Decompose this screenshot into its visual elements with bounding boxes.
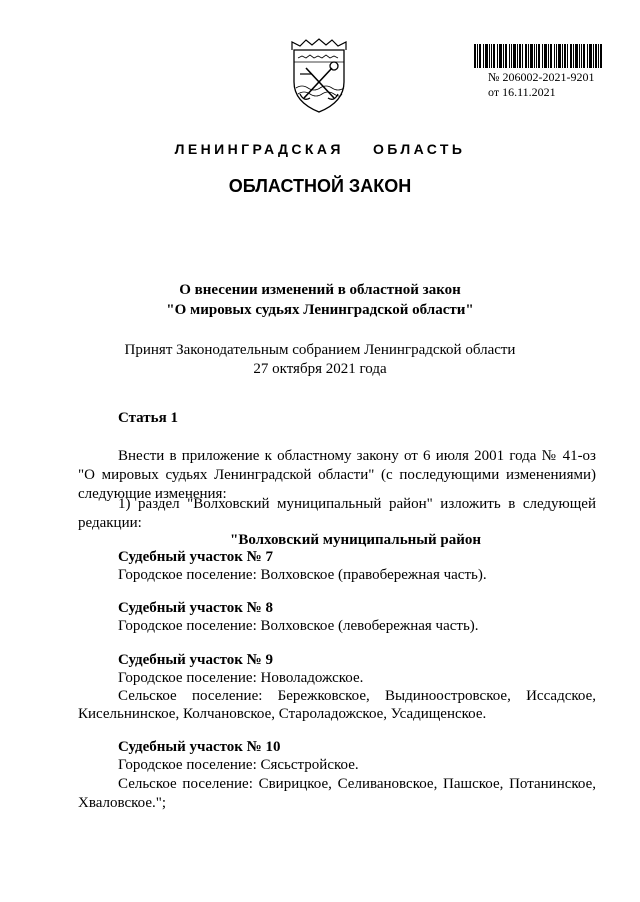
law-subject-line-1: О внесении изменений в областной закон <box>179 282 461 298</box>
section-10-line-1: Городское поселение: Сясьстройское. <box>118 757 359 773</box>
adoption-line-1: Принят Законодательным собранием Ленинградской области <box>124 342 516 358</box>
section-9-line-1: Городское поселение: Новоладожское. <box>118 670 364 686</box>
section-9-line-3: Кисельнинское, Колчановское, Староладожское, Усадищенское. <box>78 706 487 722</box>
law-subject-line-2: "О мировых судьях Ленинградской области" <box>166 302 474 318</box>
section-9-line-2: Сельское поселение: Бережковское, Выдиноостровское, Иссадское, <box>118 688 596 704</box>
barcode-image <box>474 44 602 68</box>
section-7-line-1: Городское поселение: Волховское (правобережная часть). <box>118 567 487 583</box>
section-8-heading: Судебный участок № 8 <box>118 600 274 616</box>
item-1-line-1: 1) раздел "Волховский муниципальный район" изложить в следующей <box>118 496 596 512</box>
document-date: от 16.11.2021 <box>488 85 556 99</box>
section-8-line-1: Городское поселение: Волховское (левобережная часть). <box>118 618 479 634</box>
section-10-line-3: Хваловское."; <box>78 795 167 811</box>
law-type-title: ОБЛАСТНОЙ ЗАКОН <box>228 176 412 196</box>
district-heading: "Волховский муниципальный район <box>230 532 482 548</box>
coat-of-arms-emblem <box>288 38 350 114</box>
article-heading: Статья 1 <box>118 410 178 426</box>
document-number: № 206002-2021-9201 <box>488 70 595 84</box>
article-intro-line-3: следующие изменения: <box>78 486 227 502</box>
section-7-heading: Судебный участок № 7 <box>118 549 274 565</box>
article-intro-line-1: Внести в приложение к областному закону от 6 июля 2001 года № 41-оз <box>118 448 596 464</box>
adoption-line-2: 27 октября 2021 года <box>253 361 387 377</box>
region-title: ЛЕНИНГРАДСКАЯ ОБЛАСТЬ <box>174 141 466 157</box>
section-10-line-2: Сельское поселение: Свирицкое, Селивановское, Пашское, Потанинское, <box>118 776 596 792</box>
section-9-heading: Судебный участок № 9 <box>118 652 274 668</box>
section-10-heading: Судебный участок № 10 <box>118 739 281 755</box>
item-1-line-2: редакции: <box>78 515 142 531</box>
article-intro-line-2: "О мировых судьях Ленинградской области" (с последующими изменениями) <box>78 467 596 483</box>
